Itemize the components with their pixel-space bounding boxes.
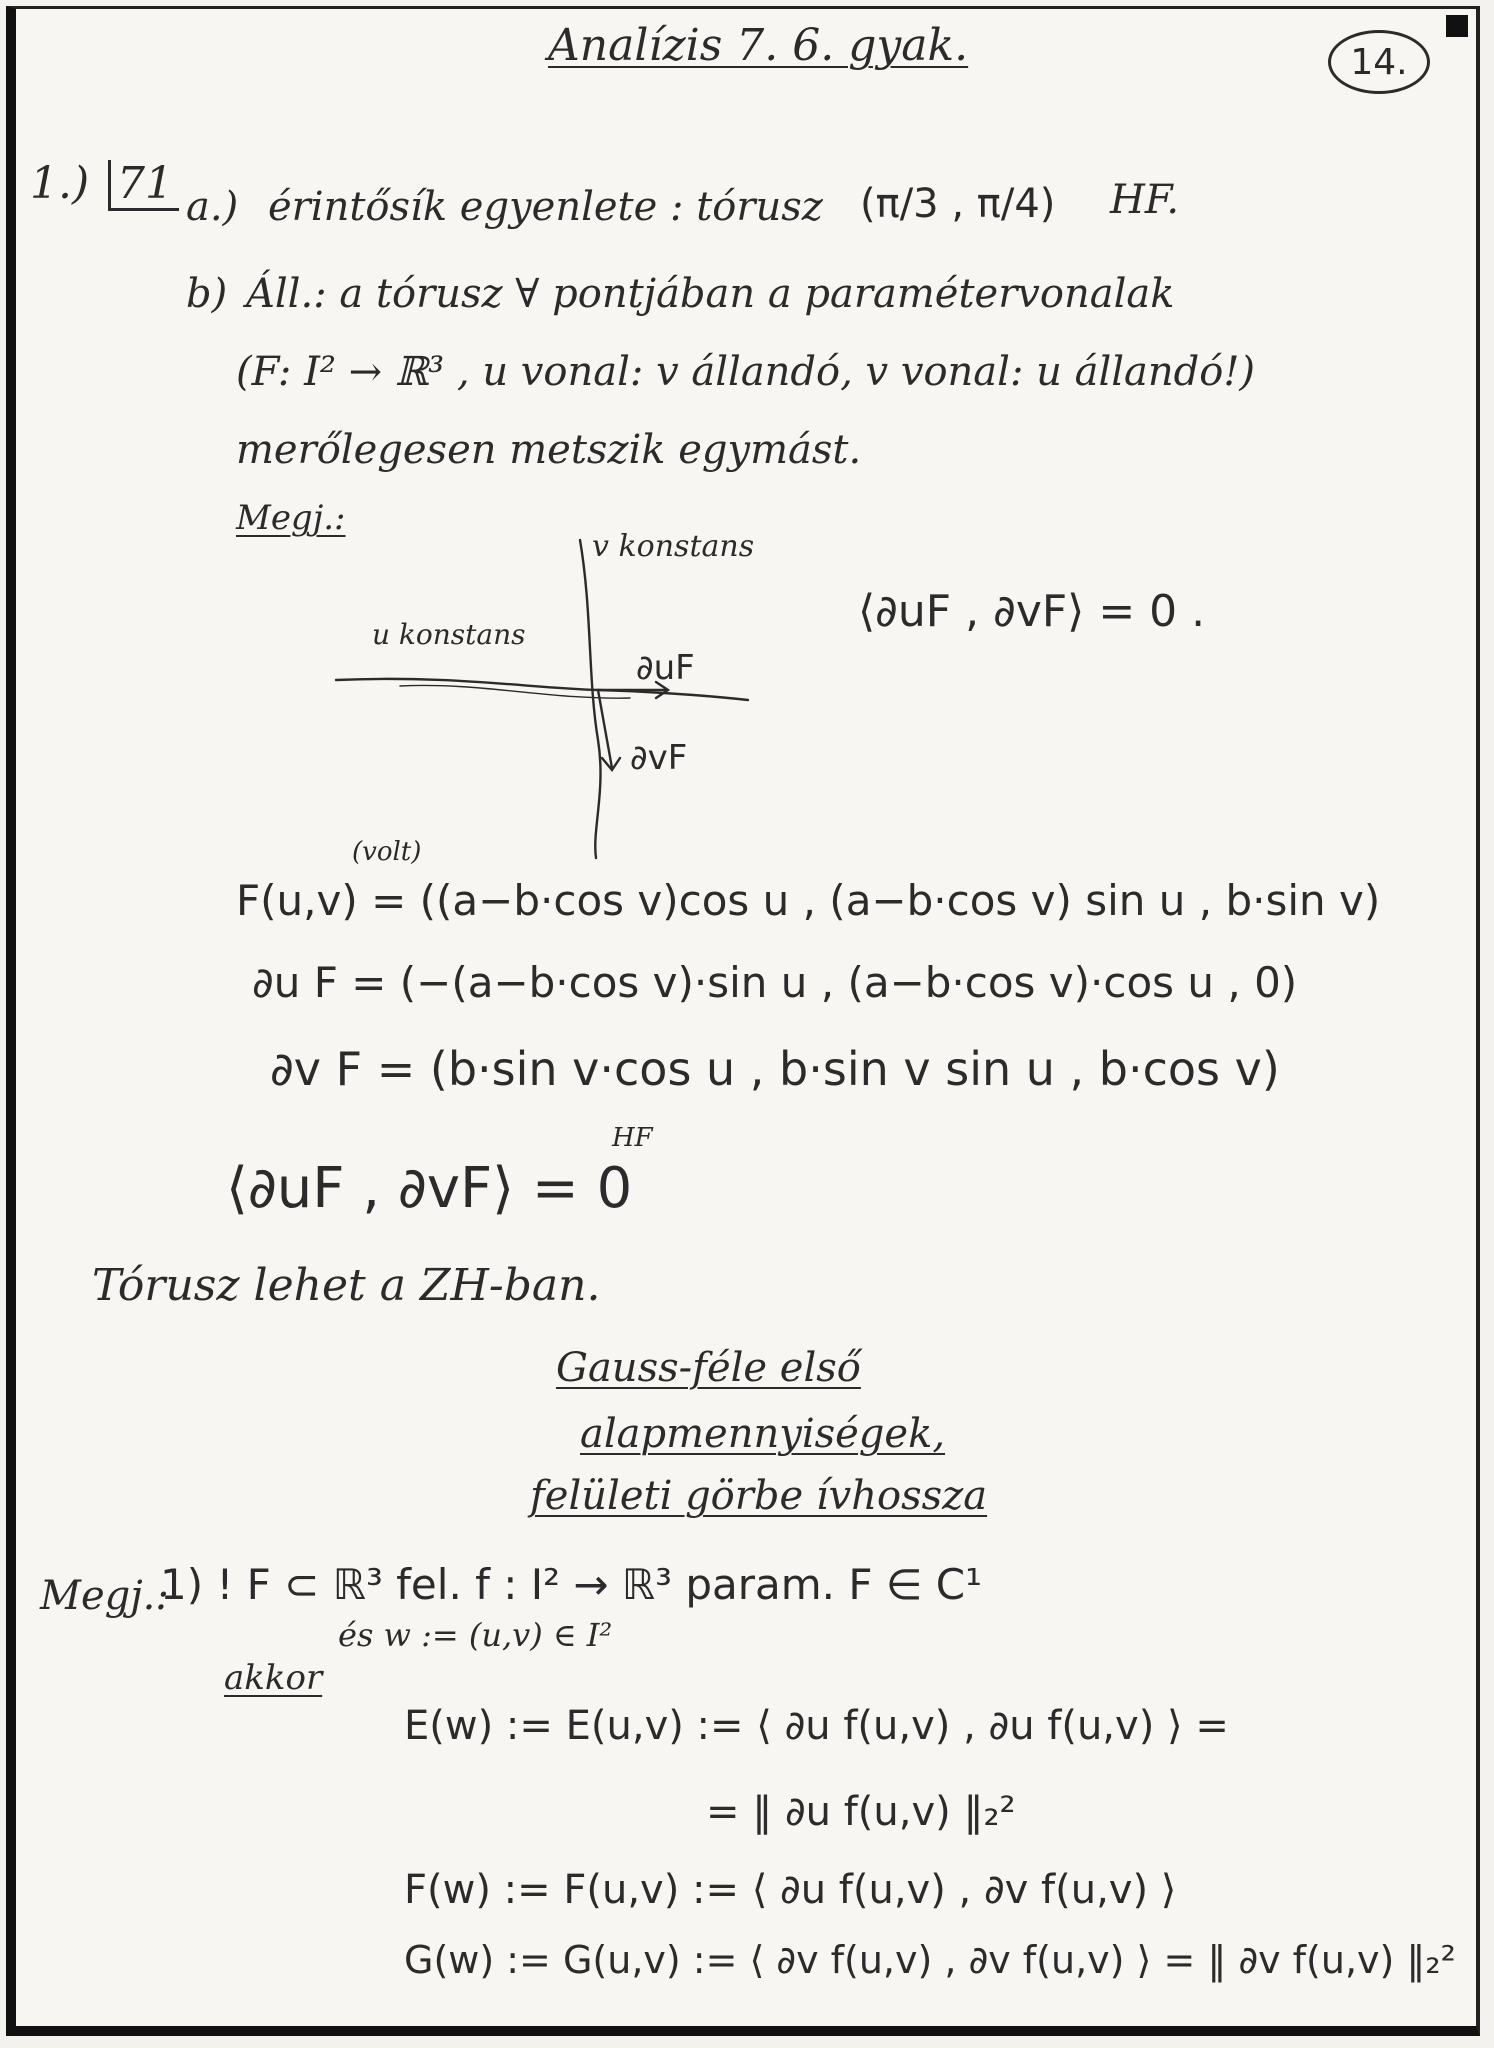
problem-number: 71 xyxy=(117,158,173,209)
page-number xyxy=(1328,30,1430,94)
proof-label: Megj.: xyxy=(236,498,346,538)
dv-arrow xyxy=(598,690,620,770)
parameter-lines-sketch xyxy=(330,530,780,860)
dv-label: ∂vF xyxy=(630,738,688,778)
part-b-line3: merőlegesen metszik egymást. xyxy=(236,427,862,473)
du-label: ∂uF xyxy=(636,648,695,688)
u-const-curve-shadow xyxy=(400,685,630,698)
scan-corner-mark xyxy=(1446,15,1468,37)
part-b-marker: b) xyxy=(186,271,228,317)
v-const-curve xyxy=(580,540,601,858)
problem-number-boxed xyxy=(108,160,179,211)
torus-note: Tórusz lehet a ZH-ban. xyxy=(92,1260,601,1311)
definition-akkor: akkor xyxy=(224,1658,323,1698)
definition-line2: és w := (u,v) ∈ I² xyxy=(338,1616,613,1654)
volt-note: (volt) xyxy=(352,837,422,867)
section-title-line2: alapmennyiségek, xyxy=(580,1411,946,1457)
problem-label: 1.) xyxy=(30,158,90,209)
page-title: Analízis 7. 6. gyak. xyxy=(548,20,969,71)
torus-parametrization: F(u,v) = ((a−b·cos v)cos u , (a−b·cos v) sin u , b·sin v) xyxy=(236,876,1381,925)
E-norm: = ‖ ∂u f(u,v) ‖₂² xyxy=(706,1789,1016,1835)
v-const-label: v konstans xyxy=(592,529,755,564)
orthogonality-note: ⟨∂uF , ∂vF⟩ = 0 . xyxy=(858,586,1206,637)
part-a-point: (π/3 , π/4) xyxy=(860,181,1056,227)
part-a-homework: HF. xyxy=(1110,177,1180,223)
part-b-line1: Áll.: a tórusz ∀ pontjában a paramétervonalak xyxy=(246,271,1175,317)
part-a-marker: a.) xyxy=(186,184,239,230)
u-const-label: u konstans xyxy=(372,618,526,651)
part-a-text: érintősík egyenlete : tórusz xyxy=(268,184,823,230)
section-title-line1: Gauss-féle első xyxy=(556,1345,861,1391)
page-number-text: 14. xyxy=(1350,41,1408,83)
inner-product-equation: ⟨∂uF , ∂vF⟩ = 0 xyxy=(226,1156,633,1221)
definition-label: Megj.: xyxy=(40,1573,169,1619)
definition-line1: 1) ! F ⊂ ℝ³ fel. f : I² → ℝ³ param. F ∈ C¹ xyxy=(160,1560,982,1609)
du-F-equation: ∂u F = (−(a−b·cos v)·sin u , (a−b·cos v)·cos u , 0) xyxy=(252,958,1298,1007)
hf-note: HF xyxy=(612,1123,653,1153)
F-definition: F(w) := F(u,v) := ⟨ ∂u f(u,v) , ∂v f(u,v) ⟩ xyxy=(404,1867,1177,1913)
section-title-line3: felületi görbe ívhossza xyxy=(530,1473,988,1519)
G-definition: G(w) := G(u,v) := ⟨ ∂v f(u,v) , ∂v f(u,v) ⟩ = ‖ ∂v f(u,v) ‖₂² xyxy=(404,1938,1456,1982)
E-definition: E(w) := E(u,v) := ⟨ ∂u f(u,v) , ∂u f(u,v) ⟩ = xyxy=(404,1703,1229,1749)
part-b-line2: (F: I² → ℝ³ , u vonal: v állandó, v vonal: u állandó!) xyxy=(236,349,1256,395)
dv-F-equation: ∂v F = (b·sin v·cos u , b·sin v sin u , b·cos v) xyxy=(270,1042,1280,1096)
